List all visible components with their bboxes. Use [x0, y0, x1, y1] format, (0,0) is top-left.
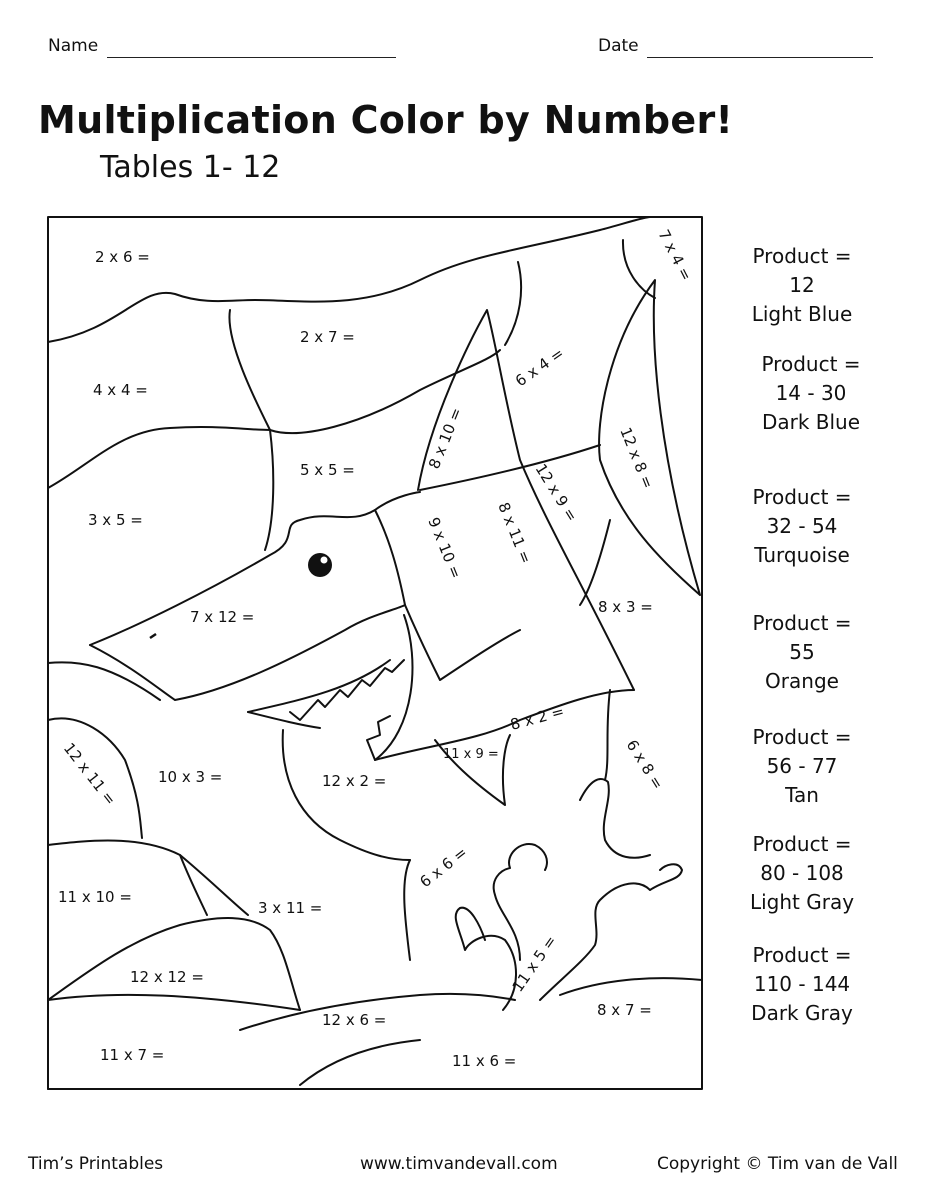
- problem-label: 8 x 7 =: [597, 1001, 652, 1019]
- key-color-name: Tan: [785, 783, 819, 807]
- jaw-line: [248, 712, 320, 728]
- key-range: 32 - 54: [766, 514, 838, 538]
- problem-label: 12 x 9 =: [531, 460, 581, 525]
- problem-label: 11 x 6 =: [452, 1052, 517, 1070]
- shark-chest: [283, 730, 410, 860]
- shark-nostril: [150, 634, 156, 638]
- key-color-name: Light Blue: [751, 302, 853, 326]
- problem-label: 6 x 6 =: [416, 843, 471, 892]
- problem-label: 12 x 8 =: [616, 424, 658, 492]
- page-subtitle: Tables 1- 12: [100, 150, 281, 185]
- problem-label: 10 x 3 =: [158, 768, 223, 786]
- teeth-upper: [290, 660, 404, 720]
- teeth-lower: [367, 615, 412, 760]
- key-label: Product =: [752, 485, 852, 509]
- key-range: 56 - 77: [766, 754, 838, 778]
- coral-right: [540, 864, 682, 1000]
- problem-label: 2 x 6 =: [95, 248, 150, 266]
- key-label: Product =: [752, 611, 852, 635]
- problem-label: 11 x 7 =: [100, 1046, 165, 1064]
- rock-3: [300, 1040, 420, 1085]
- problem-label: 8 x 3 =: [598, 598, 653, 616]
- key-label: Product =: [752, 832, 852, 856]
- problem-label: 8 x 11 =: [494, 499, 536, 567]
- rock-1-base: [48, 995, 300, 1010]
- problem-label: 12 x 6 =: [322, 1011, 387, 1029]
- shark-eye-highlight: [321, 557, 328, 564]
- problem-label: 12 x 11 =: [59, 739, 120, 809]
- problem-label: 3 x 5 =: [88, 511, 143, 529]
- problem-label: 5 x 5 =: [300, 461, 355, 479]
- key-range: 80 - 108: [760, 861, 844, 885]
- rock-4: [560, 978, 702, 995]
- key-entry-orange: [737, 609, 867, 696]
- region-line-2: [505, 262, 521, 345]
- problem-label: 2 x 7 =: [300, 328, 355, 346]
- wave-line-3: [48, 662, 160, 700]
- name-label: Name: [48, 36, 99, 56]
- problem-label: 3 x 11 =: [258, 899, 323, 917]
- date-label: Date: [598, 36, 639, 56]
- key-color-name: Turquoise: [754, 543, 850, 567]
- key-color-name: Dark Blue: [761, 410, 861, 434]
- footer-website-link[interactable]: www.timvandevall.com: [360, 1154, 558, 1174]
- problem-labels: [58, 227, 695, 1070]
- problem-label: 8 x 2 =: [508, 702, 567, 734]
- shark-gill-1: [375, 510, 405, 605]
- key-entry-dark-gray: [737, 941, 867, 1028]
- key-color-name: Dark Gray: [751, 1001, 853, 1025]
- key-range: 110 - 144: [753, 972, 851, 996]
- problem-label: 9 x 10 =: [424, 514, 466, 582]
- key-entry-dark-blue: [746, 350, 876, 437]
- region-line-7: [605, 690, 610, 780]
- problem-label: 7 x 4 =: [654, 226, 696, 284]
- coral-top: [580, 779, 650, 858]
- problem-label: 11 x 9 =: [443, 747, 499, 762]
- problem-label: 7 x 12 =: [190, 608, 255, 626]
- problem-label: 12 x 12 =: [130, 968, 204, 986]
- problem-label: 8 x 10 =: [425, 405, 466, 472]
- key-range: 55: [789, 640, 815, 664]
- footer-brand: Tim’s Printables: [28, 1154, 164, 1174]
- shark-eye: [308, 553, 332, 577]
- shark-body-lower: [405, 605, 520, 680]
- key-entry-turquoise: [737, 483, 867, 570]
- key-label: Product =: [752, 725, 852, 749]
- pectoral-fin: [435, 735, 510, 805]
- key-entry-light-blue: [737, 242, 867, 329]
- region-line-3: [623, 240, 655, 298]
- problem-label: 6 x 8 =: [622, 736, 667, 793]
- key-color-name: Light Gray: [749, 890, 855, 914]
- tail-fin: [599, 280, 700, 595]
- page-title: Multiplication Color by Number!: [38, 98, 734, 142]
- key-label: Product =: [761, 352, 861, 376]
- key-entry-tan: [737, 723, 867, 810]
- key-label: Product =: [752, 943, 852, 967]
- picture-frame: [48, 217, 702, 1089]
- key-color-name: Orange: [765, 669, 839, 693]
- region-line-6: [180, 855, 207, 915]
- problem-label: 4 x 4 =: [93, 381, 148, 399]
- key-entry-light-gray: [737, 830, 867, 917]
- footer-copyright: Copyright © Tim van de Vall: [657, 1154, 898, 1174]
- wave-line-1: [48, 217, 650, 342]
- problem-label: 11 x 10 =: [58, 888, 132, 906]
- key-range: 14 - 30: [775, 381, 847, 405]
- key-label: Product =: [752, 244, 852, 268]
- problem-label: 12 x 2 =: [322, 772, 387, 790]
- region-line-8: [404, 860, 410, 960]
- problem-label: 6 x 4 =: [511, 344, 568, 391]
- problem-label: 11 x 5 =: [508, 932, 561, 996]
- key-range: 12: [789, 273, 815, 297]
